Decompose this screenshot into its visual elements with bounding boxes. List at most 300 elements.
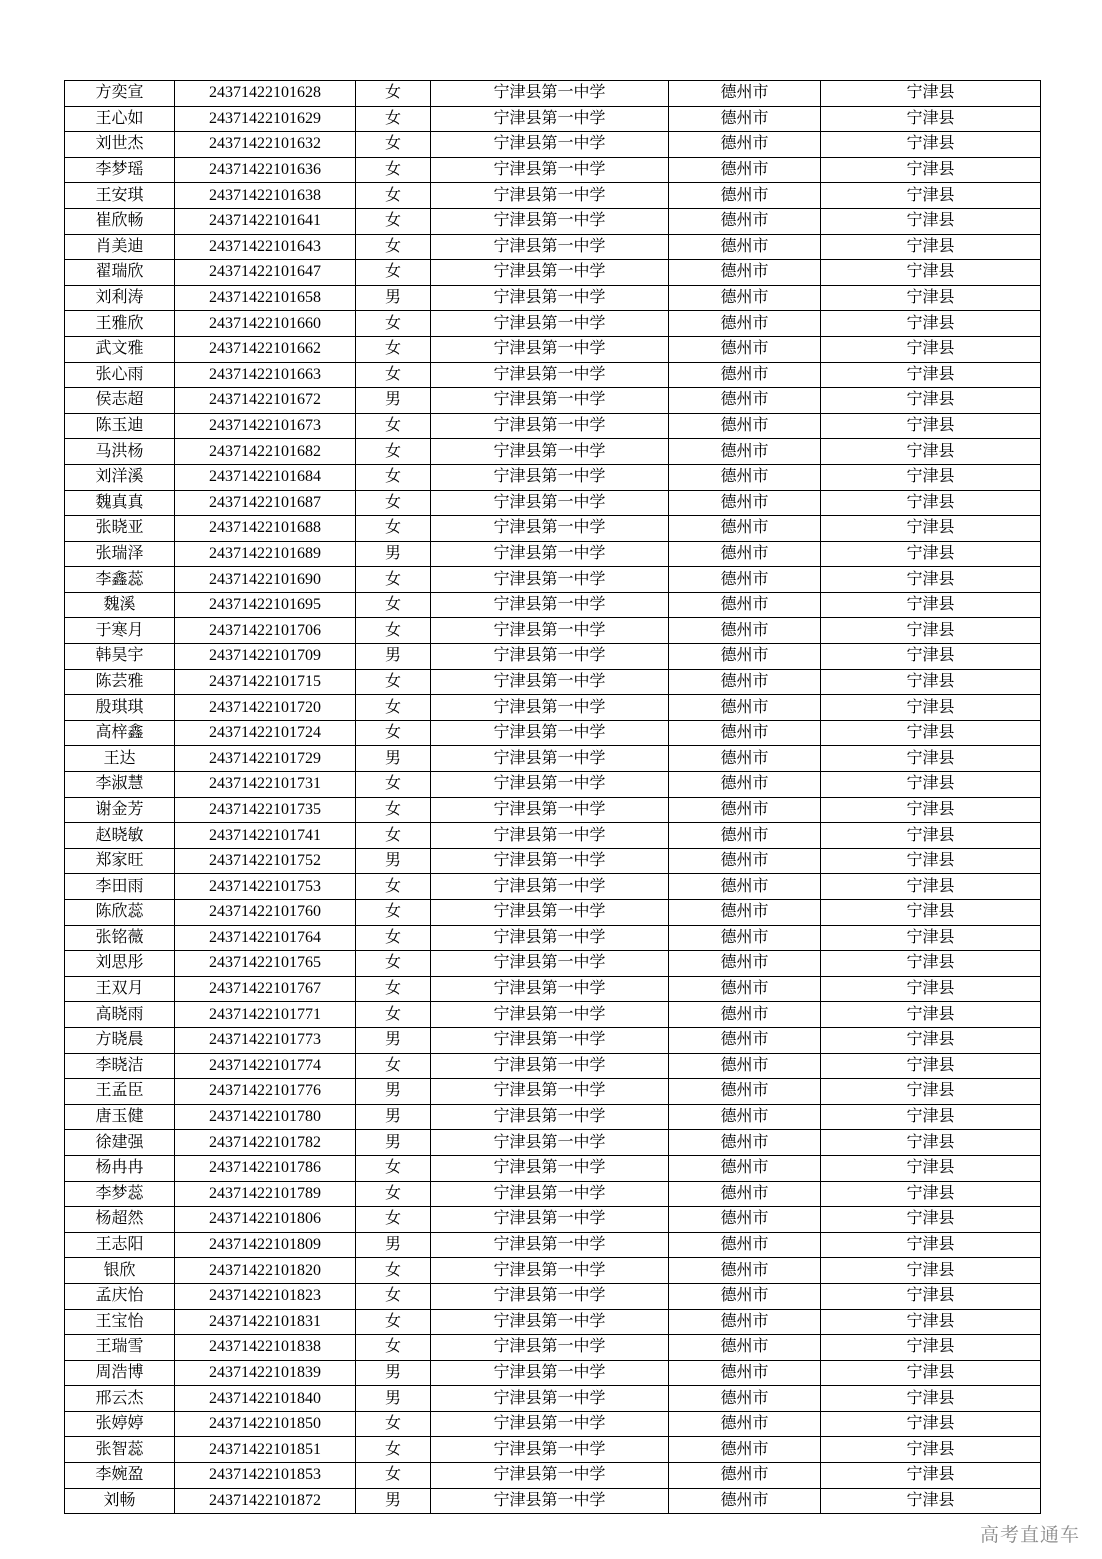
cell-exam_id: 24371422101724 [175, 720, 356, 746]
cell-county: 宁津县 [821, 388, 1041, 414]
cell-gender: 女 [356, 618, 431, 644]
cell-county: 宁津县 [821, 1207, 1041, 1233]
cell-city: 德州市 [669, 567, 821, 593]
cell-county: 宁津县 [821, 1437, 1041, 1463]
cell-gender: 女 [356, 1283, 431, 1309]
cell-name: 陈玉迪 [65, 413, 175, 439]
cell-gender: 男 [356, 1232, 431, 1258]
cell-county: 宁津县 [821, 1130, 1041, 1156]
table-row [65, 1335, 1041, 1361]
cell-exam_id: 24371422101689 [175, 541, 356, 567]
table-row [65, 1411, 1041, 1437]
table-row [65, 1104, 1041, 1130]
table-row [65, 1463, 1041, 1489]
table-row [65, 951, 1041, 977]
cell-gender: 女 [356, 208, 431, 234]
cell-gender: 男 [356, 1079, 431, 1105]
cell-gender: 女 [356, 925, 431, 951]
table-row [65, 260, 1041, 286]
cell-exam_id: 24371422101638 [175, 183, 356, 209]
cell-gender: 女 [356, 669, 431, 695]
cell-name: 高晓雨 [65, 1002, 175, 1028]
cell-city: 德州市 [669, 925, 821, 951]
student-table [64, 80, 1041, 1514]
cell-name: 李淑慧 [65, 772, 175, 798]
table-row [65, 157, 1041, 183]
cell-name: 徐建强 [65, 1130, 175, 1156]
cell-name: 李鑫蕊 [65, 567, 175, 593]
table-row [65, 746, 1041, 772]
cell-gender: 女 [356, 183, 431, 209]
cell-name: 赵晓敏 [65, 823, 175, 849]
cell-school: 宁津县第一中学 [431, 1181, 669, 1207]
cell-name: 韩昊宇 [65, 644, 175, 670]
cell-exam_id: 24371422101774 [175, 1053, 356, 1079]
cell-county: 宁津县 [821, 285, 1041, 311]
cell-gender: 男 [356, 1130, 431, 1156]
cell-gender: 女 [356, 976, 431, 1002]
cell-county: 宁津县 [821, 413, 1041, 439]
cell-exam_id: 24371422101688 [175, 516, 356, 542]
cell-county: 宁津县 [821, 644, 1041, 670]
cell-county: 宁津县 [821, 260, 1041, 286]
cell-school: 宁津县第一中学 [431, 618, 669, 644]
cell-gender: 女 [356, 106, 431, 132]
cell-school: 宁津县第一中学 [431, 848, 669, 874]
cell-city: 德州市 [669, 1437, 821, 1463]
cell-gender: 男 [356, 848, 431, 874]
cell-city: 德州市 [669, 439, 821, 465]
cell-exam_id: 24371422101663 [175, 362, 356, 388]
cell-city: 德州市 [669, 746, 821, 772]
cell-gender: 女 [356, 311, 431, 337]
cell-name: 武文雅 [65, 336, 175, 362]
cell-school: 宁津县第一中学 [431, 1104, 669, 1130]
cell-city: 德州市 [669, 311, 821, 337]
cell-name: 杨超然 [65, 1207, 175, 1233]
cell-city: 德州市 [669, 132, 821, 158]
table-row [65, 1181, 1041, 1207]
cell-gender: 女 [356, 336, 431, 362]
cell-gender: 女 [356, 260, 431, 286]
cell-city: 德州市 [669, 1181, 821, 1207]
cell-name: 刘利涛 [65, 285, 175, 311]
cell-gender: 女 [356, 951, 431, 977]
cell-name: 李田雨 [65, 874, 175, 900]
table-row [65, 183, 1041, 209]
cell-name: 李梦瑶 [65, 157, 175, 183]
cell-city: 德州市 [669, 81, 821, 107]
watermark: 高考直通车 [979, 1525, 1080, 1546]
cell-school: 宁津县第一中学 [431, 311, 669, 337]
cell-county: 宁津县 [821, 567, 1041, 593]
table-row [65, 644, 1041, 670]
cell-gender: 女 [356, 592, 431, 618]
cell-gender: 女 [356, 1463, 431, 1489]
cell-gender: 男 [356, 1104, 431, 1130]
cell-county: 宁津县 [821, 1232, 1041, 1258]
cell-gender: 女 [356, 1207, 431, 1233]
cell-county: 宁津县 [821, 464, 1041, 490]
cell-school: 宁津县第一中学 [431, 1232, 669, 1258]
cell-city: 德州市 [669, 976, 821, 1002]
cell-gender: 女 [356, 81, 431, 107]
cell-exam_id: 24371422101850 [175, 1411, 356, 1437]
cell-city: 德州市 [669, 1360, 821, 1386]
cell-name: 谢金芳 [65, 797, 175, 823]
cell-name: 张智蕊 [65, 1437, 175, 1463]
table-row [65, 900, 1041, 926]
cell-exam_id: 24371422101632 [175, 132, 356, 158]
cell-name: 张婷婷 [65, 1411, 175, 1437]
cell-exam_id: 24371422101658 [175, 285, 356, 311]
cell-school: 宁津县第一中学 [431, 1335, 669, 1361]
cell-exam_id: 24371422101765 [175, 951, 356, 977]
cell-city: 德州市 [669, 1207, 821, 1233]
table-row [65, 1360, 1041, 1386]
cell-name: 于寒月 [65, 618, 175, 644]
table-row [65, 388, 1041, 414]
cell-exam_id: 24371422101806 [175, 1207, 356, 1233]
cell-school: 宁津县第一中学 [431, 106, 669, 132]
cell-gender: 女 [356, 413, 431, 439]
cell-county: 宁津县 [821, 1335, 1041, 1361]
cell-gender: 男 [356, 1027, 431, 1053]
cell-exam_id: 24371422101643 [175, 234, 356, 260]
cell-county: 宁津县 [821, 1258, 1041, 1284]
cell-exam_id: 24371422101760 [175, 900, 356, 926]
cell-county: 宁津县 [821, 336, 1041, 362]
cell-gender: 女 [356, 1053, 431, 1079]
table-row [65, 1386, 1041, 1412]
table-row [65, 1283, 1041, 1309]
table-row [65, 106, 1041, 132]
cell-city: 德州市 [669, 413, 821, 439]
cell-school: 宁津县第一中学 [431, 874, 669, 900]
cell-city: 德州市 [669, 695, 821, 721]
cell-city: 德州市 [669, 183, 821, 209]
cell-county: 宁津县 [821, 951, 1041, 977]
cell-school: 宁津县第一中学 [431, 388, 669, 414]
cell-city: 德州市 [669, 516, 821, 542]
cell-city: 德州市 [669, 951, 821, 977]
cell-county: 宁津县 [821, 618, 1041, 644]
cell-exam_id: 24371422101662 [175, 336, 356, 362]
cell-exam_id: 24371422101764 [175, 925, 356, 951]
cell-gender: 女 [356, 823, 431, 849]
cell-gender: 女 [356, 1411, 431, 1437]
cell-city: 德州市 [669, 464, 821, 490]
cell-school: 宁津县第一中学 [431, 464, 669, 490]
cell-exam_id: 24371422101752 [175, 848, 356, 874]
cell-name: 张晓亚 [65, 516, 175, 542]
cell-school: 宁津县第一中学 [431, 1463, 669, 1489]
cell-exam_id: 24371422101636 [175, 157, 356, 183]
cell-name: 翟瑞欣 [65, 260, 175, 286]
cell-city: 德州市 [669, 336, 821, 362]
cell-exam_id: 24371422101673 [175, 413, 356, 439]
cell-school: 宁津县第一中学 [431, 490, 669, 516]
cell-city: 德州市 [669, 490, 821, 516]
table-row [65, 208, 1041, 234]
cell-city: 德州市 [669, 823, 821, 849]
cell-gender: 女 [356, 1258, 431, 1284]
cell-name: 银欣 [65, 1258, 175, 1284]
cell-school: 宁津县第一中学 [431, 1155, 669, 1181]
cell-city: 德州市 [669, 362, 821, 388]
cell-name: 刘思彤 [65, 951, 175, 977]
cell-gender: 女 [356, 439, 431, 465]
table-row [65, 1232, 1041, 1258]
cell-school: 宁津县第一中学 [431, 797, 669, 823]
cell-name: 王心如 [65, 106, 175, 132]
cell-city: 德州市 [669, 1258, 821, 1284]
cell-gender: 女 [356, 567, 431, 593]
cell-school: 宁津县第一中学 [431, 669, 669, 695]
table-row [65, 1079, 1041, 1105]
cell-county: 宁津县 [821, 976, 1041, 1002]
cell-school: 宁津县第一中学 [431, 81, 669, 107]
cell-city: 德州市 [669, 1232, 821, 1258]
cell-exam_id: 24371422101753 [175, 874, 356, 900]
cell-gender: 女 [356, 516, 431, 542]
cell-school: 宁津县第一中学 [431, 644, 669, 670]
cell-gender: 女 [356, 234, 431, 260]
cell-school: 宁津县第一中学 [431, 1360, 669, 1386]
table-row [65, 720, 1041, 746]
cell-county: 宁津县 [821, 1360, 1041, 1386]
cell-name: 侯志超 [65, 388, 175, 414]
cell-county: 宁津县 [821, 1027, 1041, 1053]
cell-school: 宁津县第一中学 [431, 1283, 669, 1309]
table-row [65, 823, 1041, 849]
cell-county: 宁津县 [821, 157, 1041, 183]
cell-school: 宁津县第一中学 [431, 951, 669, 977]
cell-gender: 女 [356, 1155, 431, 1181]
cell-city: 德州市 [669, 1309, 821, 1335]
cell-name: 马洪杨 [65, 439, 175, 465]
cell-county: 宁津县 [821, 106, 1041, 132]
cell-name: 孟庆怡 [65, 1283, 175, 1309]
cell-exam_id: 24371422101820 [175, 1258, 356, 1284]
cell-school: 宁津县第一中学 [431, 157, 669, 183]
cell-gender: 女 [356, 1437, 431, 1463]
cell-school: 宁津县第一中学 [431, 1258, 669, 1284]
cell-county: 宁津县 [821, 823, 1041, 849]
cell-gender: 女 [356, 362, 431, 388]
cell-exam_id: 24371422101660 [175, 311, 356, 337]
cell-school: 宁津县第一中学 [431, 823, 669, 849]
cell-county: 宁津县 [821, 516, 1041, 542]
cell-county: 宁津县 [821, 1309, 1041, 1335]
cell-city: 德州市 [669, 1053, 821, 1079]
cell-gender: 女 [356, 1181, 431, 1207]
cell-name: 陈欣蕊 [65, 900, 175, 926]
cell-exam_id: 24371422101851 [175, 1437, 356, 1463]
cell-exam_id: 24371422101776 [175, 1079, 356, 1105]
cell-city: 德州市 [669, 1283, 821, 1309]
cell-exam_id: 24371422101741 [175, 823, 356, 849]
cell-name: 王宝怡 [65, 1309, 175, 1335]
table-row [65, 285, 1041, 311]
table-row [65, 311, 1041, 337]
cell-gender: 男 [356, 1386, 431, 1412]
cell-name: 魏真真 [65, 490, 175, 516]
table-row [65, 413, 1041, 439]
cell-school: 宁津县第一中学 [431, 1027, 669, 1053]
cell-exam_id: 24371422101838 [175, 1335, 356, 1361]
cell-school: 宁津县第一中学 [431, 336, 669, 362]
cell-gender: 男 [356, 541, 431, 567]
cell-exam_id: 24371422101839 [175, 1360, 356, 1386]
cell-name: 高梓鑫 [65, 720, 175, 746]
cell-name: 唐玉健 [65, 1104, 175, 1130]
cell-name: 王双月 [65, 976, 175, 1002]
cell-city: 德州市 [669, 157, 821, 183]
cell-name: 郑家旺 [65, 848, 175, 874]
cell-city: 德州市 [669, 1027, 821, 1053]
cell-school: 宁津县第一中学 [431, 541, 669, 567]
cell-name: 邢云杰 [65, 1386, 175, 1412]
cell-gender: 女 [356, 720, 431, 746]
cell-city: 德州市 [669, 1411, 821, 1437]
cell-gender: 女 [356, 874, 431, 900]
cell-county: 宁津县 [821, 874, 1041, 900]
cell-county: 宁津县 [821, 1488, 1041, 1514]
cell-county: 宁津县 [821, 1463, 1041, 1489]
cell-exam_id: 24371422101695 [175, 592, 356, 618]
table-row [65, 848, 1041, 874]
cell-name: 肖美迪 [65, 234, 175, 260]
cell-school: 宁津县第一中学 [431, 746, 669, 772]
table-row [65, 874, 1041, 900]
table-row [65, 695, 1041, 721]
cell-school: 宁津县第一中学 [431, 592, 669, 618]
cell-exam_id: 24371422101629 [175, 106, 356, 132]
table-row [65, 1130, 1041, 1156]
cell-city: 德州市 [669, 260, 821, 286]
cell-gender: 男 [356, 746, 431, 772]
cell-name: 王孟臣 [65, 1079, 175, 1105]
table-row [65, 618, 1041, 644]
cell-county: 宁津县 [821, 81, 1041, 107]
table-row [65, 567, 1041, 593]
cell-exam_id: 24371422101720 [175, 695, 356, 721]
table-row [65, 1027, 1041, 1053]
table-row [65, 925, 1041, 951]
cell-name: 崔欣畅 [65, 208, 175, 234]
cell-gender: 女 [356, 132, 431, 158]
cell-city: 德州市 [669, 900, 821, 926]
cell-school: 宁津县第一中学 [431, 362, 669, 388]
cell-name: 张心雨 [65, 362, 175, 388]
cell-exam_id: 24371422101682 [175, 439, 356, 465]
cell-school: 宁津县第一中学 [431, 1411, 669, 1437]
cell-city: 德州市 [669, 1079, 821, 1105]
cell-exam_id: 24371422101709 [175, 644, 356, 670]
table-row [65, 234, 1041, 260]
cell-city: 德州市 [669, 1002, 821, 1028]
cell-school: 宁津县第一中学 [431, 413, 669, 439]
cell-city: 德州市 [669, 772, 821, 798]
cell-exam_id: 24371422101647 [175, 260, 356, 286]
table-row [65, 592, 1041, 618]
table-row [65, 1258, 1041, 1284]
cell-name: 王瑞雪 [65, 1335, 175, 1361]
cell-school: 宁津县第一中学 [431, 183, 669, 209]
cell-exam_id: 24371422101684 [175, 464, 356, 490]
cell-exam_id: 24371422101771 [175, 1002, 356, 1028]
cell-exam_id: 24371422101840 [175, 1386, 356, 1412]
cell-school: 宁津县第一中学 [431, 208, 669, 234]
cell-school: 宁津县第一中学 [431, 439, 669, 465]
cell-county: 宁津县 [821, 1002, 1041, 1028]
cell-city: 德州市 [669, 720, 821, 746]
cell-name: 张瑞泽 [65, 541, 175, 567]
cell-school: 宁津县第一中学 [431, 1053, 669, 1079]
cell-county: 宁津县 [821, 900, 1041, 926]
cell-school: 宁津县第一中学 [431, 132, 669, 158]
cell-exam_id: 24371422101780 [175, 1104, 356, 1130]
cell-city: 德州市 [669, 848, 821, 874]
table-row [65, 490, 1041, 516]
cell-school: 宁津县第一中学 [431, 1386, 669, 1412]
cell-exam_id: 24371422101872 [175, 1488, 356, 1514]
table-row [65, 516, 1041, 542]
cell-name: 王安琪 [65, 183, 175, 209]
cell-school: 宁津县第一中学 [431, 772, 669, 798]
cell-gender: 女 [356, 1335, 431, 1361]
cell-city: 德州市 [669, 797, 821, 823]
cell-school: 宁津县第一中学 [431, 976, 669, 1002]
cell-city: 德州市 [669, 644, 821, 670]
cell-county: 宁津县 [821, 1411, 1041, 1437]
cell-county: 宁津县 [821, 132, 1041, 158]
cell-name: 殷琪琪 [65, 695, 175, 721]
table-row [65, 362, 1041, 388]
cell-county: 宁津县 [821, 208, 1041, 234]
cell-county: 宁津县 [821, 797, 1041, 823]
cell-gender: 男 [356, 388, 431, 414]
cell-exam_id: 24371422101831 [175, 1309, 356, 1335]
cell-exam_id: 24371422101628 [175, 81, 356, 107]
table-row [65, 541, 1041, 567]
cell-school: 宁津县第一中学 [431, 900, 669, 926]
cell-exam_id: 24371422101690 [175, 567, 356, 593]
cell-name: 刘世杰 [65, 132, 175, 158]
cell-county: 宁津县 [821, 1053, 1041, 1079]
cell-county: 宁津县 [821, 362, 1041, 388]
cell-city: 德州市 [669, 1386, 821, 1412]
cell-name: 陈芸雅 [65, 669, 175, 695]
cell-exam_id: 24371422101715 [175, 669, 356, 695]
table-row [65, 1207, 1041, 1233]
cell-gender: 女 [356, 900, 431, 926]
cell-name: 张铭薇 [65, 925, 175, 951]
table-row [65, 464, 1041, 490]
cell-exam_id: 24371422101767 [175, 976, 356, 1002]
cell-county: 宁津县 [821, 1079, 1041, 1105]
table-row [65, 1155, 1041, 1181]
cell-gender: 男 [356, 1360, 431, 1386]
cell-exam_id: 24371422101773 [175, 1027, 356, 1053]
cell-city: 德州市 [669, 541, 821, 567]
cell-name: 王雅欣 [65, 311, 175, 337]
cell-county: 宁津县 [821, 183, 1041, 209]
cell-school: 宁津县第一中学 [431, 720, 669, 746]
cell-gender: 女 [356, 695, 431, 721]
cell-school: 宁津县第一中学 [431, 234, 669, 260]
